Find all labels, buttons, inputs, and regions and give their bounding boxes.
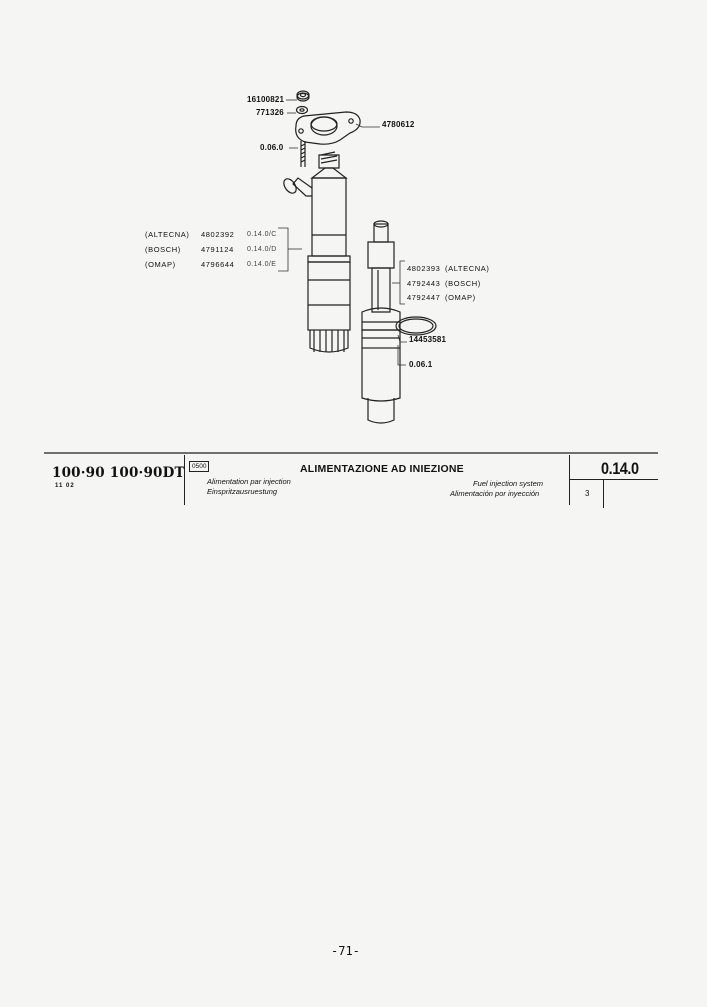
nozzle-variant-number: 4802393 bbox=[407, 264, 441, 273]
injector-variant-number: 4796644 bbox=[201, 260, 235, 269]
footer-divider bbox=[603, 480, 604, 508]
group-code-box: 0500 bbox=[189, 461, 209, 472]
injector-exploded-drawing bbox=[0, 0, 707, 460]
injector-variant-ref: 0.14.0/C bbox=[247, 231, 277, 238]
injector-variant-maker: (OMAP) bbox=[145, 260, 176, 269]
nozzle-variant-maker: (ALTECNA) bbox=[445, 264, 490, 273]
part-number-14453581: 14453581 bbox=[409, 335, 447, 344]
title-french: Alimentation par injection bbox=[207, 477, 291, 486]
nozzle-icon bbox=[368, 221, 394, 312]
stud-icon bbox=[301, 141, 305, 167]
model-names: 100·90 100·90DT bbox=[52, 465, 185, 481]
title-spanish: Alimentación por inyección bbox=[450, 489, 540, 498]
footer-divider bbox=[570, 479, 658, 480]
part-number-16100821: 16100821 bbox=[247, 95, 285, 104]
part-number-0-06-0: 0.06.0 bbox=[260, 143, 284, 152]
injector-holder-icon bbox=[281, 152, 350, 352]
title-german: Einspritzausruestung bbox=[207, 487, 278, 496]
injector-variant-ref: 0.14.0/E bbox=[247, 261, 277, 268]
o-ring-icon bbox=[396, 317, 436, 335]
sheet-number: 3 bbox=[585, 489, 590, 498]
part-number-771326: 771326 bbox=[256, 108, 284, 117]
nozzle-variant-number: 4792443 bbox=[407, 279, 441, 288]
part-number-0-06-1: 0.06.1 bbox=[409, 360, 433, 369]
reference-number: 0.14.0 bbox=[601, 459, 639, 478]
injector-variant-number: 4791124 bbox=[201, 245, 234, 254]
nozzle-variant-maker: (OMAP) bbox=[445, 293, 476, 302]
flange-plate-icon bbox=[296, 112, 360, 144]
section-title: ALIMENTAZIONE AD INIEZIONE bbox=[300, 463, 464, 475]
injector-variant-ref: 0.14.0/D bbox=[247, 246, 277, 253]
nozzle-variant-maker: (BOSCH) bbox=[445, 279, 481, 288]
injector-variant-number: 4802392 bbox=[201, 230, 235, 239]
injector-variant-maker: (BOSCH) bbox=[145, 245, 181, 254]
washer-icon bbox=[297, 107, 308, 114]
nozzle-nut-icon bbox=[362, 308, 400, 423]
title-english: Fuel injection system bbox=[473, 479, 544, 488]
page-number: -71- bbox=[331, 944, 360, 958]
model-code: 11 02 bbox=[55, 483, 75, 489]
injector-variant-maker: (ALTECNA) bbox=[145, 230, 190, 239]
footer-divider bbox=[569, 455, 570, 505]
part-number-4780612: 4780612 bbox=[382, 120, 415, 129]
nut-icon bbox=[297, 91, 309, 101]
nozzle-variant-number: 4792447 bbox=[407, 293, 441, 302]
